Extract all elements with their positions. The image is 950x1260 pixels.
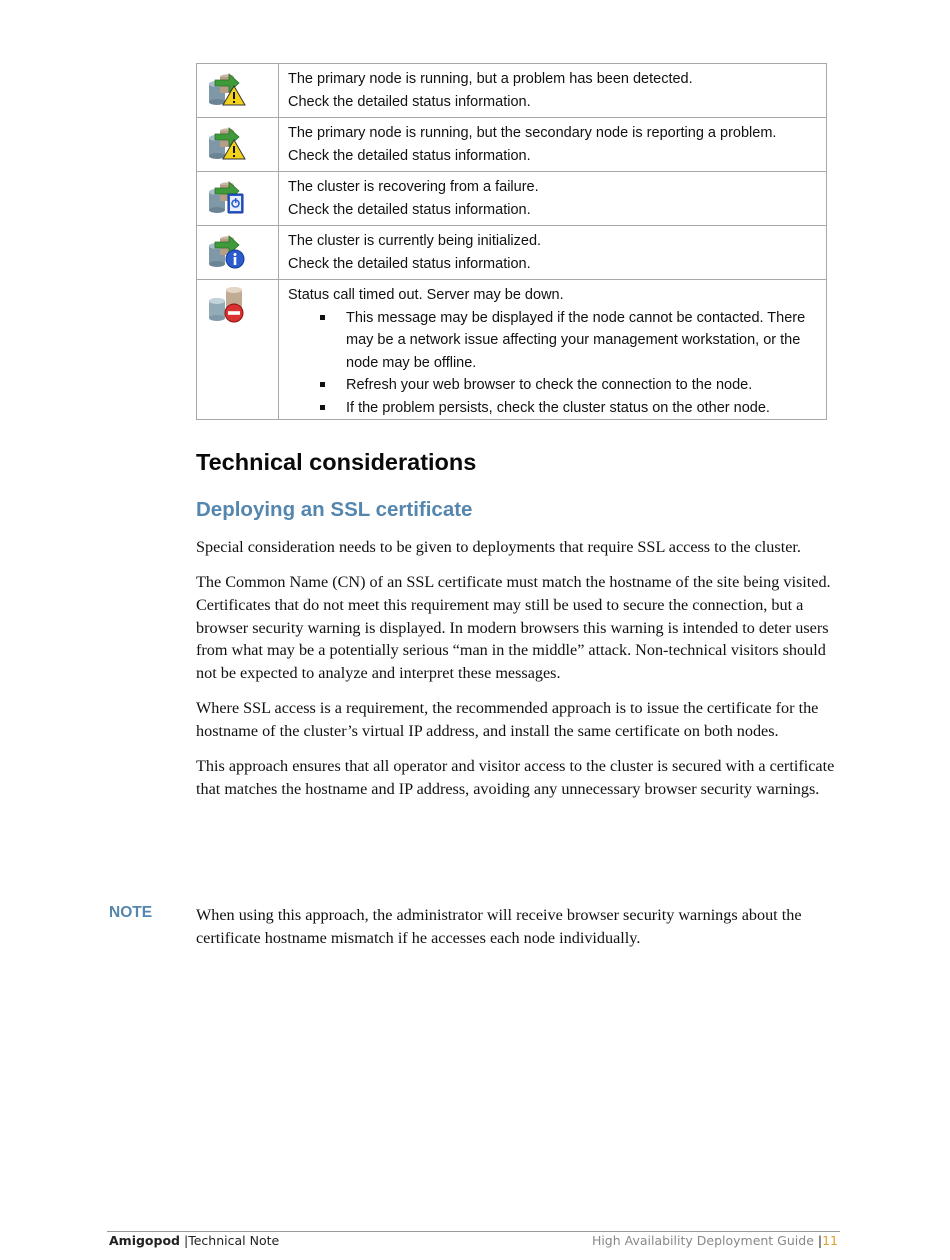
status-row	[197, 226, 827, 280]
status-bullet: This message may be displayed if the node cannot be contacted. There may be a network issue affecting your management workstation, or the node may be offline.	[316, 307, 818, 375]
status-line: The cluster is currently being initialized.	[288, 233, 542, 249]
status-row	[197, 280, 827, 420]
status-line: The cluster is recovering from a failure.	[288, 179, 539, 195]
status-line: Check the detailed status information.	[288, 255, 531, 272]
footer-doc-type: Technical Note	[188, 1233, 280, 1248]
paragraph: Where SSL access is a requirement, the recommended approach is to issue the certificate for the hostname of the cluster’s virtual IP address, and install the same certificate on both nodes.	[196, 699, 819, 740]
status-text-cell	[279, 118, 827, 172]
status-line: Status call timed out. Server may be down.	[288, 287, 564, 303]
status-line: Check the detailed status information.	[288, 147, 531, 164]
status-text-cell	[279, 226, 827, 280]
footer-right	[592, 1233, 838, 1248]
footer-divider	[107, 1231, 840, 1232]
status-icon-cell	[197, 118, 279, 172]
footer-separator: |	[184, 1233, 189, 1248]
status-bullet: Refresh your web browser to check the connection to the node.	[316, 374, 818, 397]
status-line: Check the detailed status information.	[288, 93, 531, 110]
note-text: When using this approach, the administrator will receive browser security warnings about the certificate hostname mismatch if he accesses each node individually.	[196, 906, 802, 947]
status-icon-cell	[197, 280, 279, 420]
status-icon-cell	[197, 172, 279, 226]
primary-running-warning-icon	[207, 68, 247, 108]
paragraph: This approach ensures that all operator and visitor access to the cluster is secured with a certificate that matches the hostname and IP address, avoiding any unnecessary browser security warnings.	[196, 757, 835, 798]
status-line: Check the detailed status information.	[288, 201, 531, 218]
status-row	[197, 64, 827, 118]
subsection-heading: Deploying an SSL certificate	[196, 498, 473, 521]
secondary-problem-warning-icon	[207, 122, 247, 162]
status-table	[196, 63, 827, 420]
status-bullet-list	[288, 307, 818, 420]
server-down-icon	[207, 284, 247, 324]
status-row	[197, 118, 827, 172]
cluster-initializing-info-icon	[207, 230, 247, 270]
status-bullet: If the problem persists, check the cluster status on the other node.	[316, 397, 818, 420]
note-label: NOTE	[109, 904, 153, 921]
status-text-cell	[279, 64, 827, 118]
paragraph: The Common Name (CN) of an SSL certificate must match the hostname of the site being visited. Certificates that do not meet this requirement may still be used to secure the connection, but a browser security warning is displayed. In modern browsers this warning is intended to deter users from what may be a potentially serious “man in the middle” attack. Non-technical visitors should not be expected to analyze and interpret these messages.	[196, 573, 831, 683]
status-text-cell	[279, 172, 827, 226]
footer-brand: Amigopod	[109, 1233, 181, 1248]
footer-guide-title: High Availability Deployment Guide	[591, 1233, 814, 1248]
status-icon-cell	[197, 226, 279, 280]
footer-separator: |	[817, 1233, 823, 1248]
status-row	[197, 172, 827, 226]
status-text-cell	[279, 280, 827, 420]
status-icon-cell	[197, 64, 279, 118]
section-heading: Technical considerations	[196, 449, 477, 475]
footer-left	[109, 1233, 279, 1248]
body-text	[196, 536, 841, 813]
status-line: The primary node is running, but the secondary node is reporting a problem.	[288, 125, 777, 141]
paragraph: Special consideration needs to be given to deployments that require SSL access to the cluster.	[196, 538, 801, 556]
cluster-recovering-icon	[207, 176, 247, 216]
page-number: 11	[822, 1233, 838, 1248]
status-line: The primary node is running, but a problem has been detected.	[288, 71, 693, 87]
